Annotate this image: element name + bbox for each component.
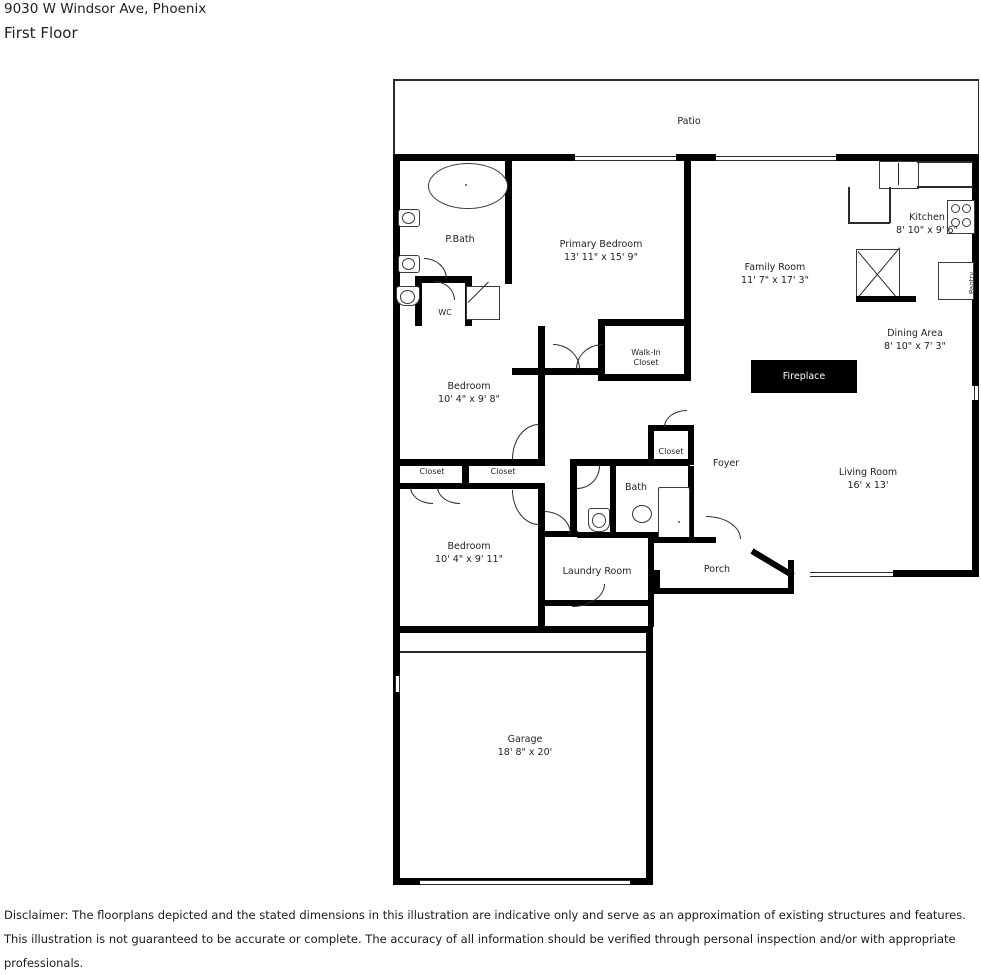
hall-wall-top [570,459,690,466]
fireplace-feature [751,360,857,393]
room-label-closet-hall: Closet [658,447,684,456]
bath-tub-fixture [658,487,690,539]
closet-left-door-arc [410,487,433,504]
disclaimer [4,903,979,975]
kitchen-island-left [848,187,850,223]
garage-side-window [395,676,400,692]
patio-wall-left [393,79,395,159]
room-label-bedroom-1: Bedroom 10' 4" x 9' 8" [438,381,500,405]
property-address: 9030 W Windsor Ave, Phoenix [4,1,207,17]
bedroom1-door-arc [512,424,539,459]
exterior-wall-left-garage [393,632,400,885]
floor-label: First Floor [4,24,78,42]
primary-bedroom-right-wall [684,154,691,319]
patio-wall-top [393,79,979,81]
room-label-living-room: Living Room 16' x 13' [838,467,898,491]
room-label-walkin-closet: Walk-In Closet [631,348,661,367]
garage-slab-line [400,651,646,653]
bath-tub-drain-icon [678,521,680,523]
hall-closet-door-arc [664,410,687,427]
wc-toilet-bowl-icon [400,290,415,304]
hall-closet-left-wall [648,425,654,465]
room-label-family-room: Family Room 11' 7" x 17' 3" [741,262,809,286]
patio-wall-right [978,79,980,159]
exterior-wall-top-mid [676,154,716,161]
room-label-laundry: Laundry Room [562,566,632,577]
pbath-hall-wall [505,224,512,260]
room-label-patio: Patio [677,116,701,127]
room-label-bath: Bath [624,482,648,493]
garage-side-detail-1 [393,795,400,805]
kitchen-counter-edge [917,186,973,188]
exterior-wall-right-lower [972,400,979,577]
room-label-wc: WC [438,308,452,317]
closet-mid-door-arc [437,487,460,504]
bath-toilet-bowl-icon [592,513,606,528]
kitchen-sink-divider [898,163,899,185]
room-label-primary-bedroom: Primary Bedroom 13' 11" x 15' 9" [559,239,643,263]
kitchen-dining-wall [856,296,916,302]
hall-wall-vertical [570,459,577,531]
porch-bottom-wall [654,588,794,594]
room-label-pbath: P.Bath [445,234,475,245]
patio-slider-right [716,156,836,161]
living-room-window-bottom [810,572,893,577]
wc-door-arc [434,281,455,300]
room-label-kitchen: Kitchen 8' 10" x 9' 6" [896,212,958,236]
exterior-wall-left-mid [393,326,400,632]
hall-closet-right-wall [688,425,694,465]
hall-wall-left-vertical [512,368,598,375]
bathtub-fixture [428,163,508,209]
bedroom1-right-wall [538,326,545,466]
living-room-window-right [974,386,979,400]
exterior-wall-top-right [836,154,979,161]
room-label-closet-mid: Closet [490,467,516,476]
exterior-wall-bottom-right [893,570,979,577]
laundry-bottom-wall [538,600,654,606]
sink-basin-upper-icon [402,212,415,224]
walkin-closet-door-arc [576,344,603,369]
bath-sink-icon [632,505,652,523]
room-label-closet-left: Closet [419,467,445,476]
bath-inner-wall [610,466,616,532]
room-label-porch: Porch [703,564,731,575]
pantry-label: Pantry [968,271,976,294]
patio-slider-left [575,156,676,161]
sink-basin-lower-icon [402,258,415,270]
exterior-wall-top-left [393,154,575,161]
bedroom2-door-arc [512,490,539,525]
room-label-garage: Garage 18' 8" x 20' [497,734,553,758]
primary-bedroom-bottom-wall [598,319,691,326]
bathtub-drain-icon [465,184,467,186]
shower-fixture [466,286,500,320]
laundry-hall-door-arc [544,511,571,534]
bath-door-arc [577,466,600,489]
bedroom1-bottom-wall [400,459,545,466]
room-label-bedroom-2: Bedroom 10' 4" x 9' 11" [435,541,503,565]
pbath-door-arc [424,258,447,279]
front-door-arc [706,516,741,539]
room-label-dining-area: Dining Area 8' 10" x 7' 3" [884,328,946,352]
fireplace-label: Fireplace [782,371,826,382]
room-label-foyer: Foyer [712,458,740,469]
kitchen-sink-counter [879,161,919,189]
walkin-bottom-wall [598,374,691,381]
garage-top-wall [393,626,653,633]
garage-door [420,880,630,885]
walkin-right-wall [684,319,691,381]
garage-side-detail-2 [393,830,400,840]
disclaimer-line-2: This illustration is not guaranteed to be accurate or complete. The accuracy of all information should be verified through personal inspection and/or with appropriate professionals. [4,932,956,970]
disclaimer-line-1: Disclaimer: The floorplans depicted and the stated dimensions in this illustration are indicative only and serve as an approximation of existing structures and features. [4,908,966,922]
primary-bedroom-left-wall [505,258,512,284]
exterior-wall-right-garage [646,632,653,885]
kitchen-counter-top [917,161,973,163]
